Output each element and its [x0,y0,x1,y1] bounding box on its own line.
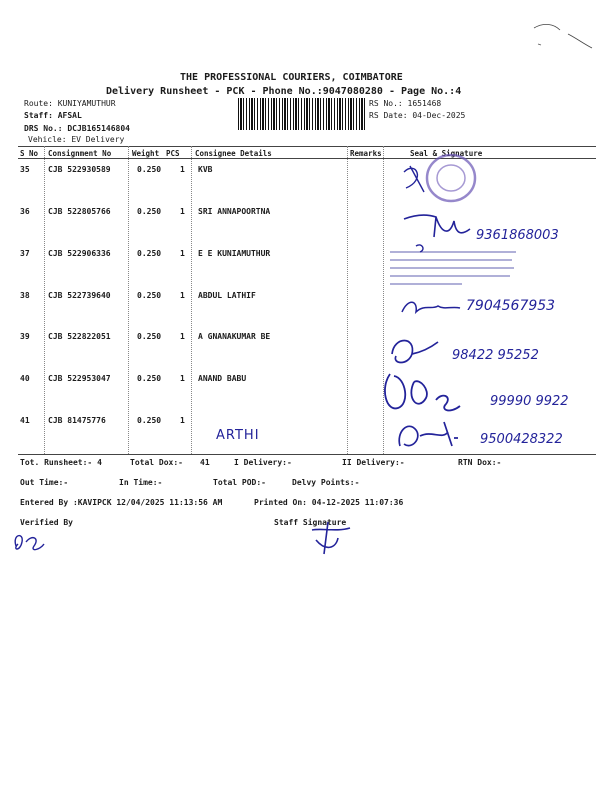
handwritten-phone-row-40: 99990 9922 [490,394,569,409]
signature-row-36 [400,205,480,247]
total-runsheet: Tot. Runsheet:- 4 [20,458,102,467]
handwritten-phone-row-41: 9500428322 [480,432,563,447]
col-header-consignee: Consignee Details [195,149,272,158]
table-top-rule [18,146,596,147]
row-weight: 0.250 [137,374,162,383]
row-consignee: ABDUL LATHIF [198,291,256,300]
row-weight: 0.250 [137,291,162,300]
row-sno: 41 [20,416,30,425]
handwritten-phone-row-38: 7904567953 [466,298,556,314]
row-weight: 0.250 [137,416,162,425]
row-consignment: CJB 522805766 [48,207,111,216]
handwritten-phone-row-36: 9361868003 [476,228,559,243]
out-time: Out Time:- [20,478,69,487]
row-weight: 0.250 [137,332,162,341]
staff-signature-label: Staff Signature [274,518,347,527]
col-header-pcs: PCS [166,149,180,158]
row-pcs: 1 [180,249,185,258]
col-header-sno: S No [20,149,39,158]
row-consignment: CJB 522822051 [48,332,111,341]
row-consignment: CJB 522953047 [48,374,111,383]
printed-on: Printed On: 04-12-2025 11:07:36 [254,498,404,507]
row-pcs: 1 [180,332,185,341]
row-consignment: CJB 522930589 [48,165,111,174]
col-divider [191,146,192,454]
company-title: THE PROFESSIONAL COURIERS, COIMBATORE [180,72,403,83]
row-consignee: A GNANAKUMAR BE [198,332,271,341]
consignee-stamp-text [386,244,526,294]
row-consignee: ANAND BABU [198,374,247,383]
signature-row-40 [380,368,480,418]
in-time: In Time:- [119,478,163,487]
col-header-seal-signature: Seal & Signature [410,149,483,158]
row-pcs: 1 [180,374,185,383]
row-consignee: KVB [198,165,213,174]
row-consignment: CJB 522906336 [48,249,111,258]
row-consignee: E E KUNIAMUTHUR [198,249,271,258]
total-pod: Total POD:- [213,478,266,487]
handwritten-phone-row-39: 98422 95252 [452,348,539,363]
handwritten-name-row-41: ARTHI [216,428,260,443]
verified-by-label: Verified By [20,518,73,527]
vehicle-label: Vehicle: EV Delivery [28,135,125,144]
total-dox-value: 41 [200,458,210,467]
col-header-weight: Weight [132,149,160,158]
row-sno: 37 [20,249,30,258]
row-weight: 0.250 [137,249,162,258]
table-header-rule [18,158,596,159]
verifier-signature [10,528,50,556]
col-header-consignment: Consignment No [48,149,112,158]
row-consignment: CJB 81475776 [48,416,106,425]
ii-delivery: II Delivery:- [342,458,405,467]
rtn-dox: RTN Dox:- [458,458,502,467]
staff-label: Staff: AFSAL [24,111,82,120]
col-divider [347,146,348,454]
rs-date: RS Date: 04-Dec-2025 [369,111,466,120]
row-sno: 35 [20,165,30,174]
rs-number: RS No.: 1651468 [369,99,442,108]
row-pcs: 1 [180,165,185,174]
row-pcs: 1 [180,291,185,300]
delivery-stamp-seal [396,150,486,212]
delivery-points: Delvy Points:- [292,478,360,487]
route-label: Route: KUNIYAMUTHUR [24,99,116,108]
signature-row-41 [392,416,482,456]
row-weight: 0.250 [137,165,162,174]
col-header-remarks: Remarks [350,149,382,158]
signature-row-39 [386,330,456,372]
i-delivery: I Delivery:- [234,458,292,467]
row-consignee: SRI ANNAPOORTNA [198,207,271,216]
col-divider [128,146,129,454]
total-dox-label: Total Dox:- [130,458,183,467]
row-pcs: 1 [180,416,185,425]
entered-by: Entered By :KAVIPCK 12/04/2025 11:13:56 AM [20,498,223,507]
row-consignment: CJB 522739640 [48,291,111,300]
row-sno: 39 [20,332,30,341]
row-weight: 0.250 [137,207,162,216]
table-bottom-rule [18,454,596,455]
col-divider [44,146,45,454]
row-sno: 38 [20,291,30,300]
staff-signature-mark [306,518,356,558]
signature-row-38 [398,294,468,322]
drs-number: DRS No.: DCJB165146804 [24,124,130,133]
runsheet-subtitle: Delivery Runsheet - PCK - Phone No.:9047080280 - Page No.:4 [106,86,462,97]
corner-pen-mark [530,14,596,50]
row-pcs: 1 [180,207,185,216]
barcode [238,98,366,130]
row-sno: 40 [20,374,30,383]
row-sno: 36 [20,207,30,216]
